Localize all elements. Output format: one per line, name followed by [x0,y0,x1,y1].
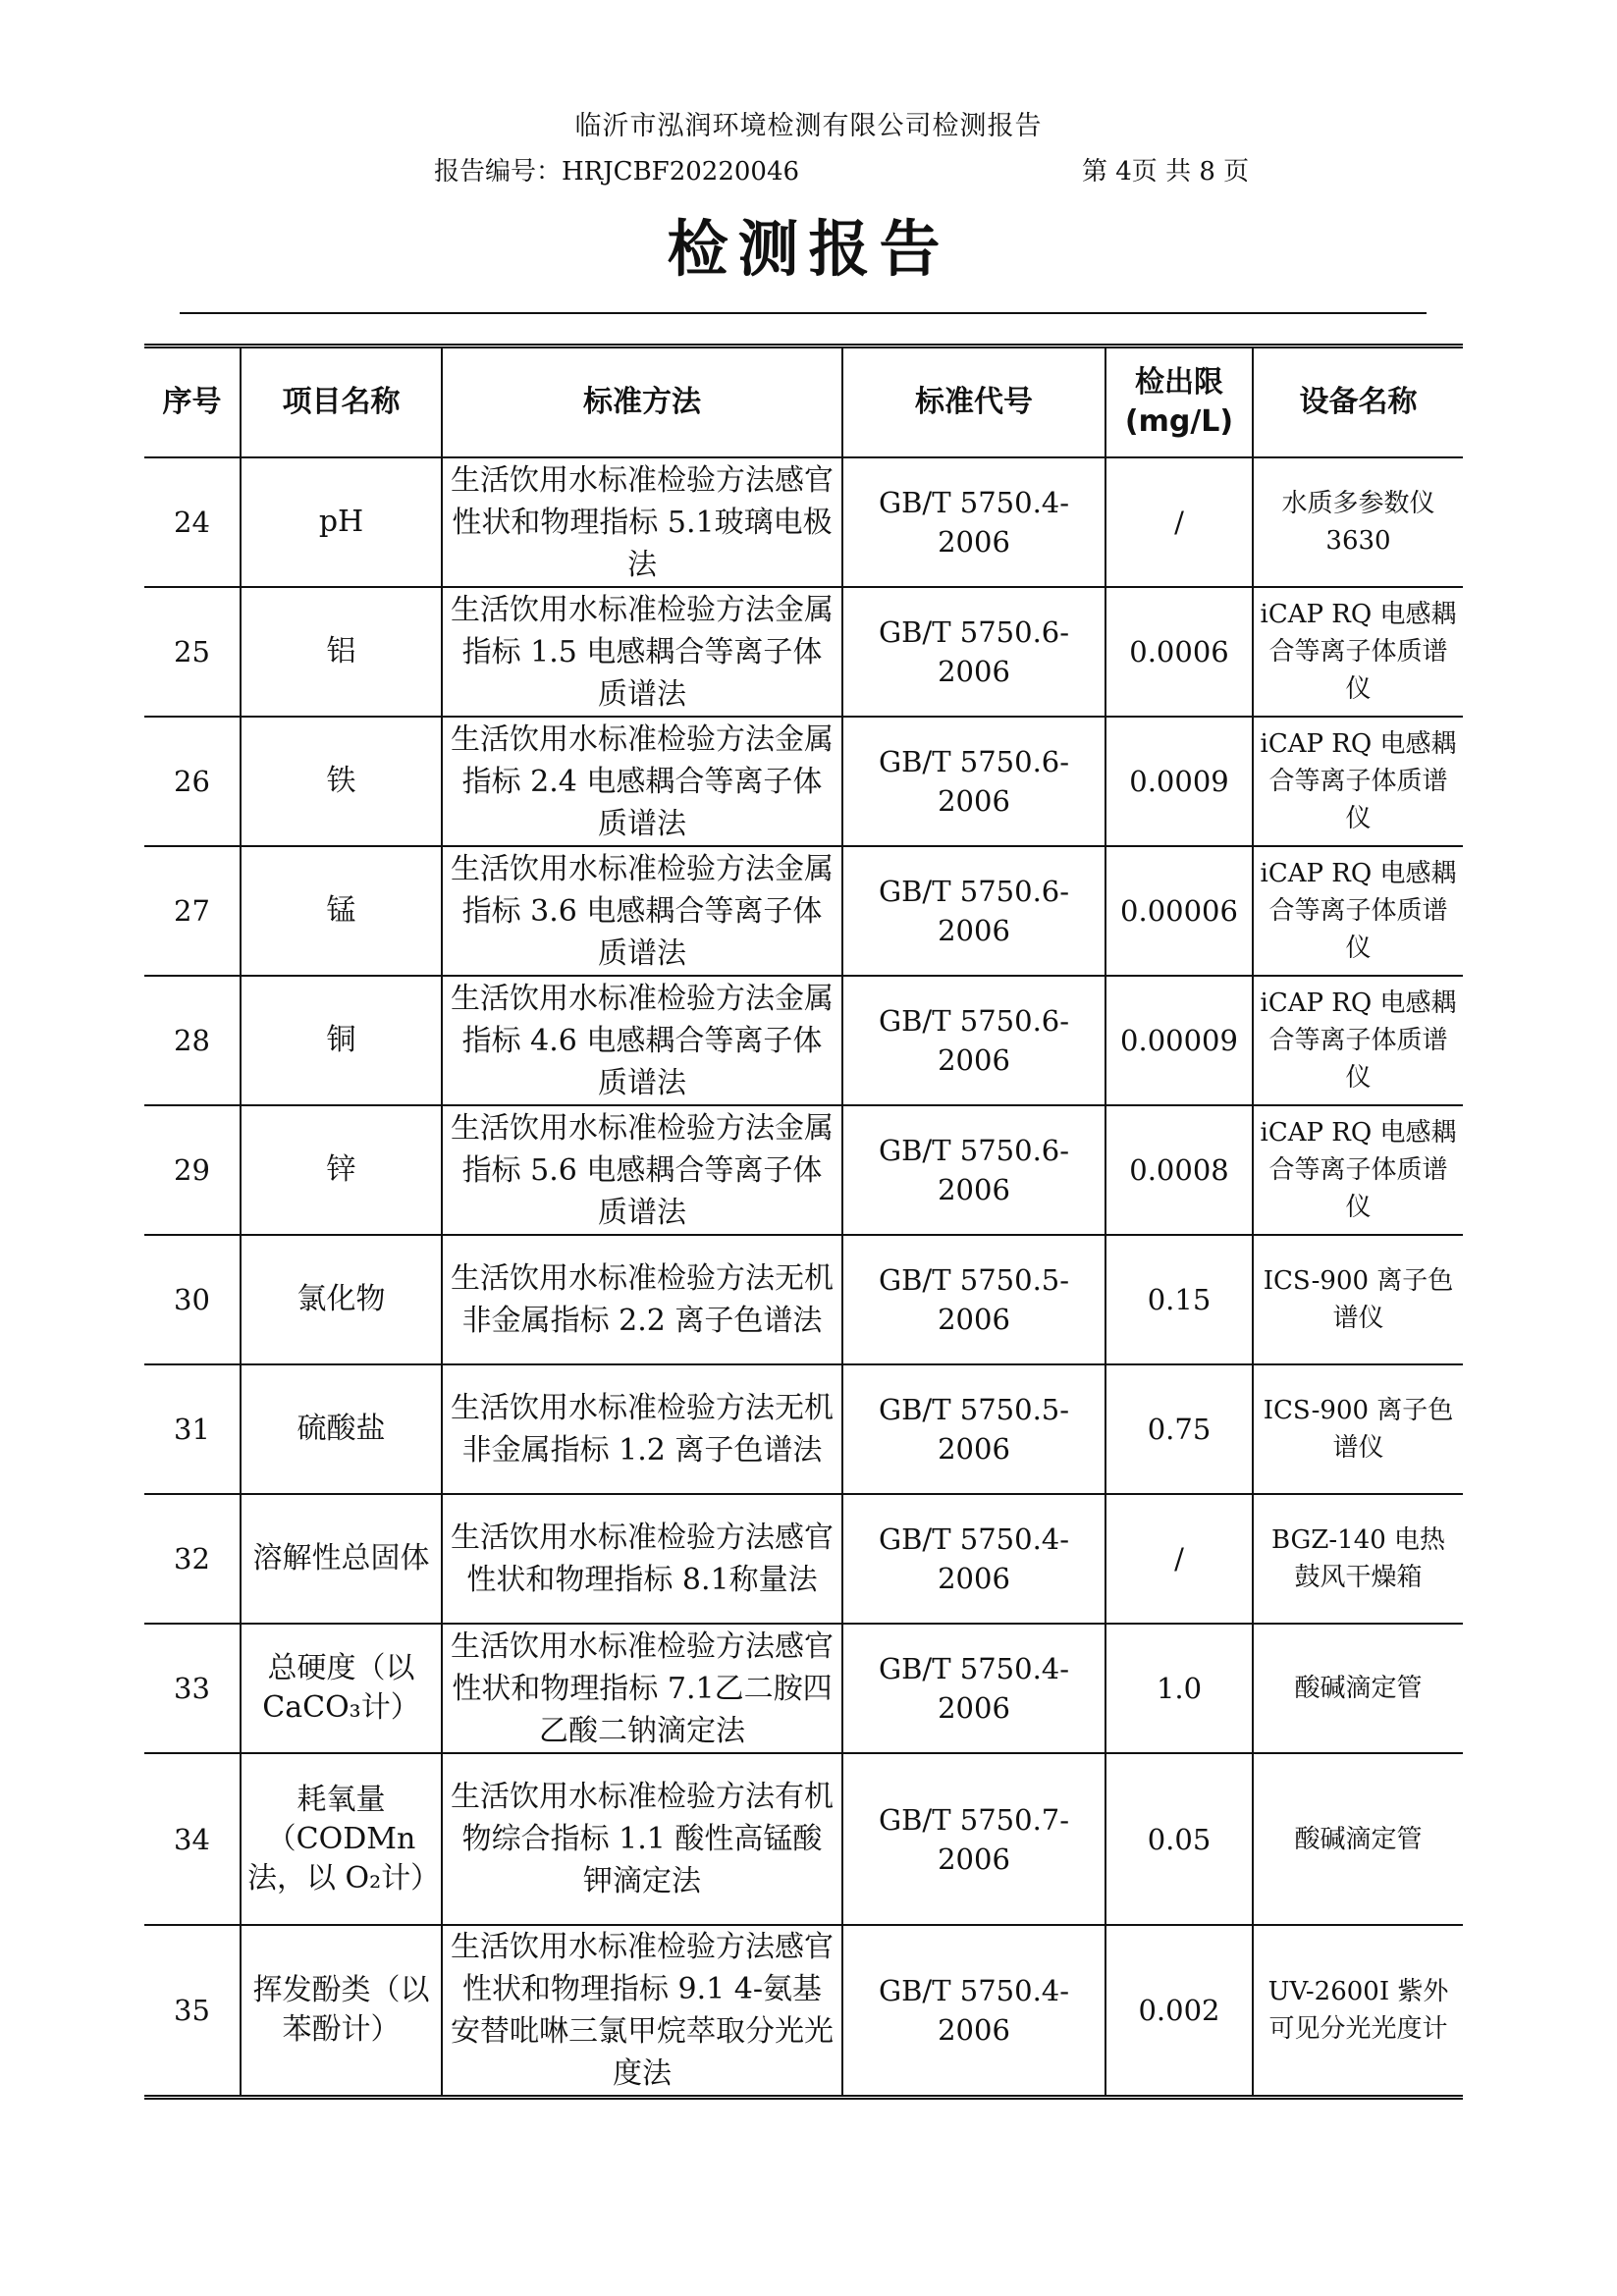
cell-seq: 28 [144,976,241,1105]
cell-code: GB/T 5750.5-2006 [842,1364,1105,1494]
cell-equipment: iCAP RQ 电感耦合等离子体质谱仪 [1253,976,1463,1105]
cell-equipment: iCAP RQ 电感耦合等离子体质谱仪 [1253,846,1463,976]
cell-equipment: 酸碱滴定管 [1253,1624,1463,1753]
cell-code: GB/T 5750.4-2006 [842,457,1105,587]
page-title: 检测报告 [667,213,950,285]
cell-item: 锰 [241,846,442,976]
cell-item: 挥发酚类（以苯酚计） [241,1925,442,2098]
cell-method: 生活饮用水标准检验方法感官性状和物理指标 8.1称量法 [442,1494,842,1624]
table-row [144,1364,1463,1494]
cell-item: 硫酸盐 [241,1364,442,1494]
cell-item: 耗氧量（CODMn法，以 O₂计） [241,1753,442,1925]
cell-seq: 29 [144,1105,241,1235]
cell-method: 生活饮用水标准检验方法有机物综合指标 1.1 酸性高锰酸钾滴定法 [442,1753,842,1925]
cell-limit: 1.0 [1105,1624,1253,1753]
cell-code: GB/T 5750.4-2006 [842,1624,1105,1753]
title-divider [180,312,1427,314]
cell-code: GB/T 5750.6-2006 [842,587,1105,717]
cell-code: GB/T 5750.6-2006 [842,976,1105,1105]
cell-method: 生活饮用水标准检验方法金属指标 1.5 电感耦合等离子体质谱法 [442,587,842,717]
table-header-row [144,347,1463,458]
cell-seq: 25 [144,587,241,717]
table-row [144,457,1463,587]
cell-code: GB/T 5750.4-2006 [842,1925,1105,2098]
cell-item: pH [241,457,442,587]
cell-limit: 0.0008 [1105,1105,1253,1235]
cell-limit: 0.0006 [1105,587,1253,717]
cell-limit: 0.00009 [1105,976,1253,1105]
cell-method: 生活饮用水标准检验方法金属指标 4.6 电感耦合等离子体质谱法 [442,976,842,1105]
cell-item: 铜 [241,976,442,1105]
cell-item: 氯化物 [241,1235,442,1364]
cell-code: GB/T 5750.7-2006 [842,1753,1105,1925]
cell-equipment: ICS-900 离子色谱仪 [1253,1364,1463,1494]
cell-equipment: UV-2600I 紫外可见分光光度计 [1253,1925,1463,2098]
table-row [144,1624,1463,1753]
report-number: 报告编号：HRJCBF20220046 [434,157,800,187]
cell-method: 生活饮用水标准检验方法金属指标 3.6 电感耦合等离子体质谱法 [442,846,842,976]
cell-seq: 31 [144,1364,241,1494]
page-info: 第 4页 共 8 页 [1082,157,1250,187]
cell-equipment: iCAP RQ 电感耦合等离子体质谱仪 [1253,717,1463,846]
table-row [144,846,1463,976]
cell-limit: 0.15 [1105,1235,1253,1364]
cell-method: 生活饮用水标准检验方法无机非金属指标 2.2 离子色谱法 [442,1235,842,1364]
cell-item: 锌 [241,1105,442,1235]
cell-method: 生活饮用水标准检验方法感官性状和物理指标 9.1 4-氨基安替吡啉三氯甲烷萃取分光光度法 [442,1925,842,2098]
cell-item: 铝 [241,587,442,717]
cell-seq: 33 [144,1624,241,1753]
company-report-header: 临沂市泓润环境检测有限公司检测报告 [574,111,1043,141]
cell-limit: / [1105,1494,1253,1624]
cell-seq: 32 [144,1494,241,1624]
cell-seq: 34 [144,1753,241,1925]
cell-item: 溶解性总固体 [241,1494,442,1624]
cell-item: 铁 [241,717,442,846]
cell-method: 生活饮用水标准检验方法无机非金属指标 1.2 离子色谱法 [442,1364,842,1494]
cell-seq: 24 [144,457,241,587]
col-header-limit-label: 检出限 [1135,365,1223,400]
cell-method: 生活饮用水标准检验方法感官性状和物理指标 5.1玻璃电极法 [442,457,842,587]
col-header-code: 标准代号 [842,347,1105,458]
cell-equipment: iCAP RQ 电感耦合等离子体质谱仪 [1253,587,1463,717]
test-methods-table [144,344,1463,2100]
table-row [144,587,1463,717]
table-row [144,1925,1463,2098]
cell-equipment: 酸碱滴定管 [1253,1753,1463,1925]
cell-method: 生活饮用水标准检验方法感官性状和物理指标 7.1乙二胺四乙酸二钠滴定法 [442,1624,842,1753]
table-row [144,976,1463,1105]
cell-code: GB/T 5750.4-2006 [842,1494,1105,1624]
cell-code: GB/T 5750.6-2006 [842,717,1105,846]
col-header-limit [1105,347,1253,458]
cell-method: 生活饮用水标准检验方法金属指标 5.6 电感耦合等离子体质谱法 [442,1105,842,1235]
cell-method: 生活饮用水标准检验方法金属指标 2.4 电感耦合等离子体质谱法 [442,717,842,846]
cell-limit: 0.0009 [1105,717,1253,846]
col-header-seq: 序号 [144,347,241,458]
table-row [144,717,1463,846]
table-row [144,1753,1463,1925]
cell-limit: 0.05 [1105,1753,1253,1925]
col-header-method: 标准方法 [442,347,842,458]
cell-code: GB/T 5750.6-2006 [842,846,1105,976]
table-row [144,1494,1463,1624]
cell-limit: 0.002 [1105,1925,1253,2098]
col-header-equipment: 设备名称 [1253,347,1463,458]
col-header-item: 项目名称 [241,347,442,458]
cell-seq: 27 [144,846,241,976]
col-header-limit-unit: (mg/L) [1124,404,1234,439]
cell-equipment: ICS-900 离子色谱仪 [1253,1235,1463,1364]
cell-equipment: BGZ-140 电热鼓风干燥箱 [1253,1494,1463,1624]
cell-limit: / [1105,457,1253,587]
cell-code: GB/T 5750.5-2006 [842,1235,1105,1364]
table-row [144,1235,1463,1364]
cell-limit: 0.00006 [1105,846,1253,976]
cell-equipment: 水质多参数仪3630 [1253,457,1463,587]
cell-item: 总硬度（以CaCO₃计） [241,1624,442,1753]
cell-seq: 35 [144,1925,241,2098]
cell-seq: 30 [144,1235,241,1364]
cell-limit: 0.75 [1105,1364,1253,1494]
cell-equipment: iCAP RQ 电感耦合等离子体质谱仪 [1253,1105,1463,1235]
cell-seq: 26 [144,717,241,846]
cell-code: GB/T 5750.6-2006 [842,1105,1105,1235]
table-row [144,1105,1463,1235]
